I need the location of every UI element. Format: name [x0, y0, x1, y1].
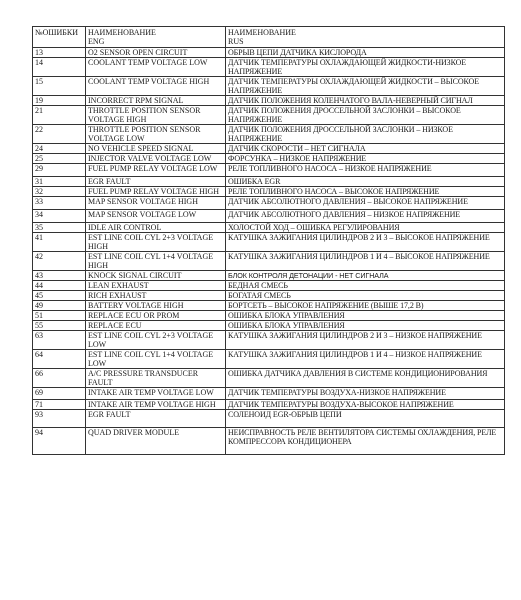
eng-name-cell: EST LINE COIL CYL 2+3 VOLTAGE LOW: [86, 331, 226, 350]
eng-name-cell: INTAKE AIR TEMP VOLTAGE LOW: [86, 388, 226, 400]
eng-name-cell: O2 SENSOR OPEN CIRCUIT: [86, 48, 226, 58]
rus-name-cell: ОШИБКА БЛОКА УПРАВЛЕНИЯ: [226, 321, 505, 331]
eng-name-cell: IDLE AIR CONTROL: [86, 223, 226, 233]
error-code-cell: 22: [33, 125, 86, 144]
eng-name-cell: EGR FAULT: [86, 410, 226, 428]
table-row: [33, 154, 505, 164]
table-row: [33, 301, 505, 311]
eng-name-cell: COOLANT TEMP VOLTAGE LOW: [86, 58, 226, 77]
eng-name-cell: REPLACE ECU: [86, 321, 226, 331]
table-row: [33, 331, 505, 350]
eng-name-cell: A/C PRESSURE TRANSDUCER FAULT: [86, 369, 226, 388]
rus-name-cell: ОШИБКА БЛОКА УПРАВЛЕНИЯ: [226, 311, 505, 321]
eng-name-cell: FUEL PUMP RELAY VOLTAGE LOW: [86, 164, 226, 177]
eng-name-cell: MAP SENSOR VOLTAGE HIGH: [86, 197, 226, 210]
error-code-cell: 55: [33, 321, 86, 331]
table-row: [33, 291, 505, 301]
table-row: [33, 252, 505, 271]
error-code-cell: 24: [33, 144, 86, 154]
table-row: [33, 281, 505, 291]
header-eng-title: НАИМЕНОВАНИЕ: [88, 28, 156, 37]
table-row: [33, 410, 505, 428]
eng-name-cell: COOLANT TEMP VOLTAGE HIGH: [86, 77, 226, 96]
rus-name-cell: ДАТЧИК ПОЛОЖЕНИЯ КОЛЕНЧАТОГО ВАЛА-НЕВЕРНЫЙ СИГНАЛ: [226, 96, 505, 106]
error-code-cell: 71: [33, 400, 86, 410]
error-code-cell: 66: [33, 369, 86, 388]
table-row: [33, 271, 505, 281]
error-code-cell: 25: [33, 154, 86, 164]
table-header-row: [33, 27, 505, 48]
rus-name-cell: РЕЛЕ ТОПЛИВНОГО НАСОСА – НИЗКОЕ НАПРЯЖЕНИЕ: [226, 164, 505, 177]
table-row: [33, 388, 505, 400]
table-row: [33, 321, 505, 331]
error-code-cell: 69: [33, 388, 86, 400]
rus-name-cell: ДАТЧИК ТЕМПЕРАТУРЫ ОХЛАЖДАЮЩЕЙ ЖИДКОСТИ-НИЗКОЕ НАПРЯЖЕНИЕ: [226, 58, 505, 77]
error-code-cell: 35: [33, 223, 86, 233]
table-row: [33, 428, 505, 455]
rus-name-cell: ФОРСУНКА – НИЗКОЕ НАПРЯЖЕНИЕ: [226, 154, 505, 164]
table-row: [33, 106, 505, 125]
header-code-label: №ОШИБКИ: [35, 28, 78, 37]
table-row: [33, 58, 505, 77]
header-code: [33, 27, 86, 48]
error-code-cell: 42: [33, 252, 86, 271]
table-row: [33, 77, 505, 96]
table-row: [33, 233, 505, 252]
error-code-cell: 14: [33, 58, 86, 77]
eng-name-cell: THROTTLE POSITION SENSOR VOLTAGE HIGH: [86, 106, 226, 125]
error-code-cell: 64: [33, 350, 86, 369]
error-code-table-page: [32, 26, 504, 455]
eng-name-cell: EST LINE COIL CYL 1+4 VOLTAGE HIGH: [86, 252, 226, 271]
rus-name-cell: ДАТЧИК ТЕМПЕРАТУРЫ ВОЗДУХА-ВЫСОКОЕ НАПРЯЖЕНИЕ: [226, 400, 505, 410]
eng-name-cell: QUAD DRIVER MODULE: [86, 428, 226, 455]
eng-name-cell: EST LINE COIL CYL 1+4 VOLTAGE LOW: [86, 350, 226, 369]
rus-name-cell: КАТУШКА ЗАЖИГАНИЯ ЦИЛИНДРОВ 1 И 4 – ВЫСОКОЕ НАПРЯЖЕНИЕ: [226, 252, 505, 271]
eng-name-cell: EGR FAULT: [86, 177, 226, 187]
eng-name-cell: MAP SENSOR VOLTAGE LOW: [86, 210, 226, 223]
rus-name-cell: ДАТЧИК АБСОЛЮТНОГО ДАВЛЕНИЯ – ВЫСОКОЕ НАПРЯЖЕНИЕ: [226, 197, 505, 210]
error-code-cell: 29: [33, 164, 86, 177]
error-code-cell: 33: [33, 197, 86, 210]
eng-name-cell: KNOCK SIGNAL CIRCUIT: [86, 271, 226, 281]
rus-name-cell: ОБРЫВ ЦЕПИ ДАТЧИКА КИСЛОРОДА: [226, 48, 505, 58]
header-eng-sub: ENG: [88, 37, 105, 46]
eng-name-cell: RICH EXHAUST: [86, 291, 226, 301]
eng-name-cell: FUEL PUMP RELAY VOLTAGE HIGH: [86, 187, 226, 197]
rus-name-cell: БЕДНАЯ СМЕСЬ: [226, 281, 505, 291]
error-code-cell: 32: [33, 187, 86, 197]
error-code-table: [32, 26, 505, 455]
rus-name-cell: ДАТЧИК СКОРОСТИ – НЕТ СИГНАЛА: [226, 144, 505, 154]
error-code-cell: 94: [33, 428, 86, 455]
rus-name-cell: ХОЛОСТОЙ ХОД – ОШИБКА РЕГУЛИРОВАНИЯ: [226, 223, 505, 233]
eng-name-cell: BATTERY VOLTAGE HIGH: [86, 301, 226, 311]
error-code-cell: 34: [33, 210, 86, 223]
table-row: [33, 177, 505, 187]
table-row: [33, 350, 505, 369]
rus-name-cell: ДАТЧИК ТЕМПЕРАТУРЫ ОХЛАЖДАЮЩЕЙ ЖИДКОСТИ – ВЫСОКОЕ НАПРЯЖЕНИЕ: [226, 77, 505, 96]
rus-name-cell: КАТУШКА ЗАЖИГАНИЯ ЦИЛИНДРОВ 2 И 3 – НИЗКОЕ НАПРЯЖЕНИЕ: [226, 331, 505, 350]
rus-name-cell: РЕЛЕ ТОПЛИВНОГО НАСОСА – ВЫСОКОЕ НАПРЯЖЕНИЕ: [226, 187, 505, 197]
rus-name-cell: ДАТЧИК ПОЛОЖЕНИЯ ДРОССЕЛЬНОЙ ЗАСЛОНКИ – ВЫСОКОЕ НАПРЯЖЕНИЕ: [226, 106, 505, 125]
rus-name-cell: БЛОК КОНТРОЛЯ ДЕТОНАЦИИ - НЕТ СИГНАЛА: [226, 271, 505, 281]
error-code-cell: 21: [33, 106, 86, 125]
eng-name-cell: REPLACE ECU OR PROM: [86, 311, 226, 321]
error-code-cell: 45: [33, 291, 86, 301]
header-rus-sub: RUS: [228, 37, 244, 46]
table-row: [33, 223, 505, 233]
rus-name-cell: БОГАТАЯ СМЕСЬ: [226, 291, 505, 301]
rus-name-cell: ДАТЧИК ПОЛОЖЕНИЯ ДРОССЕЛЬНОЙ ЗАСЛОНКИ – НИЗКОЕ НАПРЯЖЕНИЕ: [226, 125, 505, 144]
eng-name-cell: INTAKE AIR TEMP VOLTAGE HIGH: [86, 400, 226, 410]
table-row: [33, 144, 505, 154]
eng-name-cell: INCORRECT RPM SIGNAL: [86, 96, 226, 106]
table-row: [33, 197, 505, 210]
error-code-cell: 49: [33, 301, 86, 311]
eng-name-cell: THROTTLE POSITION SENSOR VOLTAGE LOW: [86, 125, 226, 144]
rus-name-cell: ДАТЧИК ТЕМПЕРАТУРЫ ВОЗДУХА-НИЗКОЕ НАПРЯЖЕНИЕ: [226, 388, 505, 400]
eng-name-cell: EST LINE COIL CYL 2+3 VOLTAGE HIGH: [86, 233, 226, 252]
table-row: [33, 164, 505, 177]
table-row: [33, 48, 505, 58]
table-row: [33, 369, 505, 388]
table-row: [33, 311, 505, 321]
error-code-cell: 19: [33, 96, 86, 106]
table-row: [33, 400, 505, 410]
rus-name-cell: БОРТСЕТЬ – ВЫСОКОЕ НАПРЯЖЕНИЕ (ВЫШЕ 17,2 В): [226, 301, 505, 311]
header-rus: [226, 27, 505, 48]
rus-name-cell: ОШИБКА EGR: [226, 177, 505, 187]
error-code-cell: 15: [33, 77, 86, 96]
eng-name-cell: INJECTOR VALVE VOLTAGE LOW: [86, 154, 226, 164]
error-code-cell: 93: [33, 410, 86, 428]
table-row: [33, 96, 505, 106]
error-code-cell: 44: [33, 281, 86, 291]
rus-name-cell: НЕИСПРАВНОСТЬ РЕЛЕ ВЕНТИЛЯТОРА СИСТЕМЫ ОХЛАЖДЕНИЯ, РЕЛЕ КОМПРЕССОРА КОНДИЦИОНЕРА: [226, 428, 505, 455]
error-code-cell: 43: [33, 271, 86, 281]
eng-name-cell: NO VEHICLE SPEED SIGNAL: [86, 144, 226, 154]
error-code-cell: 51: [33, 311, 86, 321]
table-row: [33, 187, 505, 197]
table-row: [33, 210, 505, 223]
eng-name-cell: LEAN EXHAUST: [86, 281, 226, 291]
header-rus-title: НАИМЕНОВАНИЕ: [228, 28, 296, 37]
table-body: [33, 48, 505, 455]
error-code-cell: 41: [33, 233, 86, 252]
table-row: [33, 125, 505, 144]
error-code-cell: 63: [33, 331, 86, 350]
header-eng: [86, 27, 226, 48]
rus-name-cell: ОШИБКА ДАТЧИКА ДАВЛЕНИЯ В СИСТЕМЕ КОНДИЦИОНИРОВАНИЯ: [226, 369, 505, 388]
rus-name-cell: ДАТЧИК АБСОЛЮТНОГО ДАВЛЕНИЯ – НИЗКОЕ НАПРЯЖЕНИЕ: [226, 210, 505, 223]
rus-name-cell: СОЛЕНОИД EGR-ОБРЫВ ЦЕПИ: [226, 410, 505, 428]
rus-name-cell: КАТУШКА ЗАЖИГАНИЯ ЦИЛИНДРОВ 2 И 3 – ВЫСОКОЕ НАПРЯЖЕНИЕ: [226, 233, 505, 252]
error-code-cell: 31: [33, 177, 86, 187]
error-code-cell: 13: [33, 48, 86, 58]
rus-name-cell: КАТУШКА ЗАЖИГАНИЯ ЦИЛИНДРОВ 1 И 4 – НИЗКОЕ НАПРЯЖЕНИЕ: [226, 350, 505, 369]
